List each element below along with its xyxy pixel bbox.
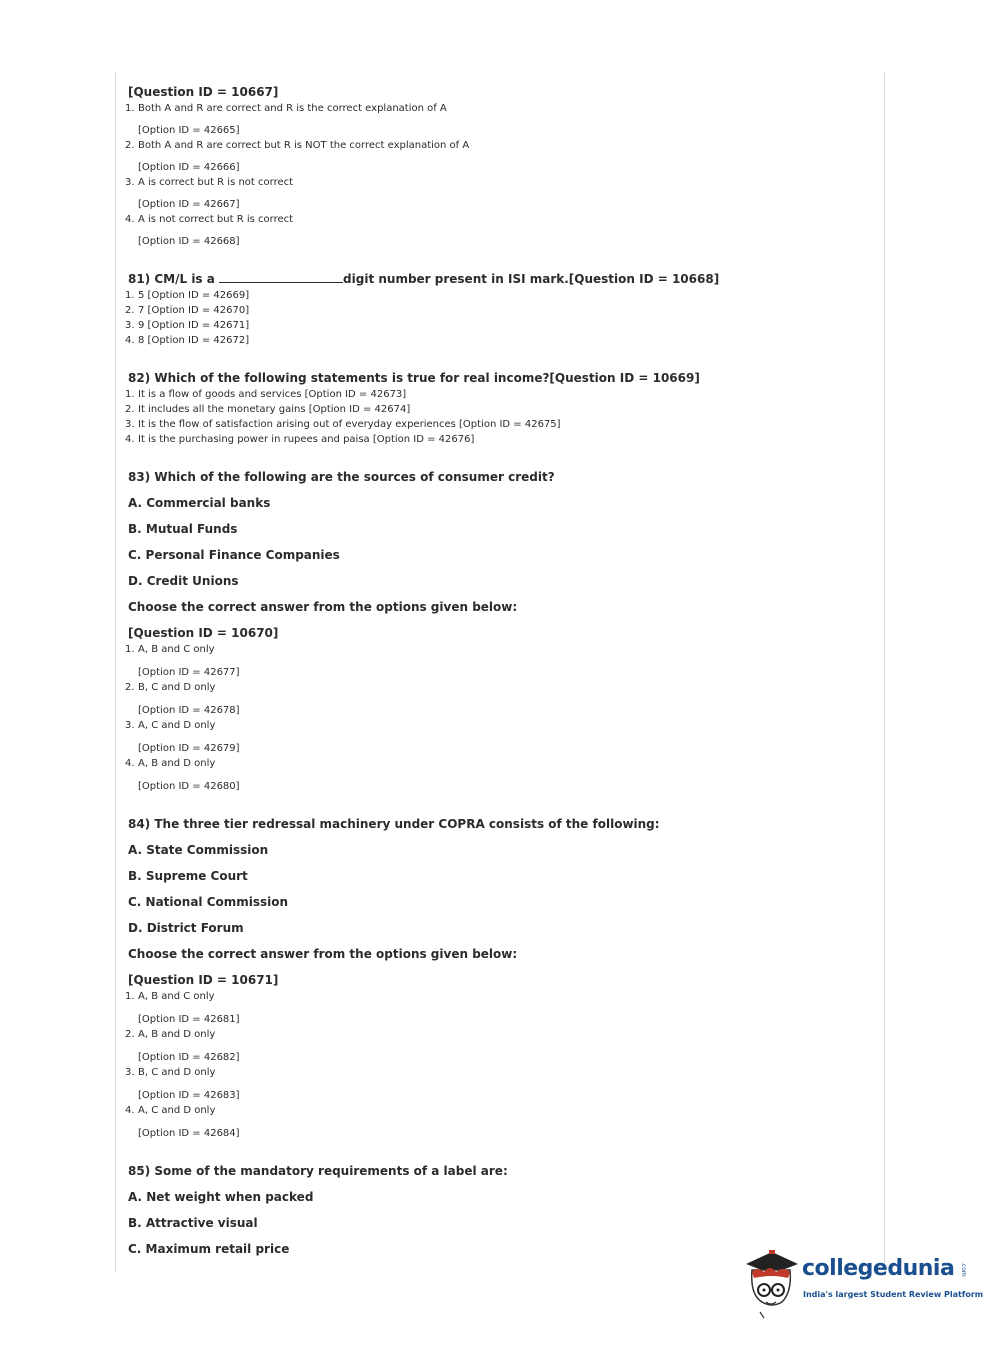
option-id: [Option ID = 42668] [138, 236, 240, 247]
mascot-icon [742, 1250, 802, 1320]
option-item: 4. A, C and D only [125, 1105, 216, 1116]
option-item: 2. 7 [Option ID = 42670] [125, 305, 250, 316]
collegedunia-logo[interactable] [742, 1250, 984, 1320]
option-item: 1. A, B and C only [125, 644, 215, 655]
option-item: 3. A, C and D only [125, 720, 216, 731]
statement-c: C. National Commission [128, 895, 289, 909]
option-item: 2. B, C and D only [125, 682, 216, 693]
option-id: [Option ID = 42681] [138, 1014, 240, 1025]
option-item: 2. A, B and D only [125, 1029, 216, 1040]
choose-instruction: Choose the correct answer from the options given below: [128, 947, 518, 961]
statement-a: A. Net weight when packed [128, 1190, 314, 1204]
question-id-83: [Question ID = 10670] [128, 626, 279, 640]
option-id: [Option ID = 42683] [138, 1090, 240, 1101]
statement-c: C. Maximum retail price [128, 1242, 290, 1256]
question-82: 82) Which of the following statements is true for real income?[Question ID = 10669] [128, 371, 700, 385]
logo-wordmark: collegedunia [802, 1256, 955, 1281]
statement-a: A. Commercial banks [128, 496, 271, 510]
statement-c: C. Personal Finance Companies [128, 548, 340, 562]
option-item: 3. B, C and D only [125, 1067, 216, 1078]
option-id: [Option ID = 42666] [138, 162, 240, 173]
option-id: [Option ID = 42680] [138, 781, 240, 792]
question-81: 81) CM/L is a digit number present in ISI mark.[Question ID = 10668] [128, 272, 720, 286]
statement-b: B. Supreme Court [128, 869, 248, 883]
option-item: 1. It is a flow of goods and services [Option ID = 42673] [125, 389, 407, 400]
logo-tagline: India's largest Student Review Platform [803, 1290, 984, 1299]
statement-b: B. Attractive visual [128, 1216, 258, 1230]
statement-d: D. Credit Unions [128, 574, 239, 588]
logo-domain: .com [960, 1262, 967, 1277]
question-84: 84) The three tier redressal machinery under COPRA consists of the following: [128, 817, 660, 831]
question-id-80: [Question ID = 10667] [128, 85, 279, 99]
option-item: 1. 5 [Option ID = 42669] [125, 290, 250, 301]
page-border-right [884, 72, 885, 1272]
options-82 [125, 387, 878, 447]
option-item: 3. 9 [Option ID = 42671] [125, 320, 250, 331]
option-item: 3. It is the flow of satisfaction arising out of everyday experiences [Option ID = 42675] [125, 419, 561, 430]
option-item: 2. Both A and R are correct but R is NOT the correct explanation of A [125, 140, 470, 151]
page-border-left [115, 72, 116, 1272]
option-id: [Option ID = 42678] [138, 705, 240, 716]
statement-b: B. Mutual Funds [128, 522, 238, 536]
option-item: 1. A, B and C only [125, 991, 215, 1002]
option-id: [Option ID = 42677] [138, 667, 240, 678]
option-item: 4. A is not correct but R is correct [125, 214, 294, 225]
question-85: 85) Some of the mandatory requirements of a label are: [128, 1164, 508, 1178]
options-80 [125, 101, 878, 249]
option-id: [Option ID = 42665] [138, 125, 240, 136]
question-83: 83) Which of the following are the sources of consumer credit? [128, 470, 555, 484]
option-item: 2. It includes all the monetary gains [Option ID = 42674] [125, 404, 411, 415]
statement-a: A. State Commission [128, 843, 269, 857]
question-id-84: [Question ID = 10671] [128, 973, 279, 987]
option-item: 3. A is correct but R is not correct [125, 177, 294, 188]
option-id: [Option ID = 42682] [138, 1052, 240, 1063]
option-id: [Option ID = 42684] [138, 1128, 240, 1139]
option-id: [Option ID = 42679] [138, 743, 240, 754]
option-item: 4. 8 [Option ID = 42672] [125, 335, 250, 346]
question-paper [125, 82, 878, 1257]
statement-d: D. District Forum [128, 921, 244, 935]
fill-blank [219, 272, 343, 283]
options-83 [125, 642, 878, 794]
options-84 [125, 989, 878, 1141]
options-81 [125, 288, 878, 348]
option-item: 1. Both A and R are correct and R is the correct explanation of A [125, 103, 447, 114]
option-id: [Option ID = 42667] [138, 199, 240, 210]
choose-instruction: Choose the correct answer from the options given below: [128, 600, 518, 614]
option-item: 4. It is the purchasing power in rupees and paisa [Option ID = 42676] [125, 434, 475, 445]
option-item: 4. A, B and D only [125, 758, 216, 769]
